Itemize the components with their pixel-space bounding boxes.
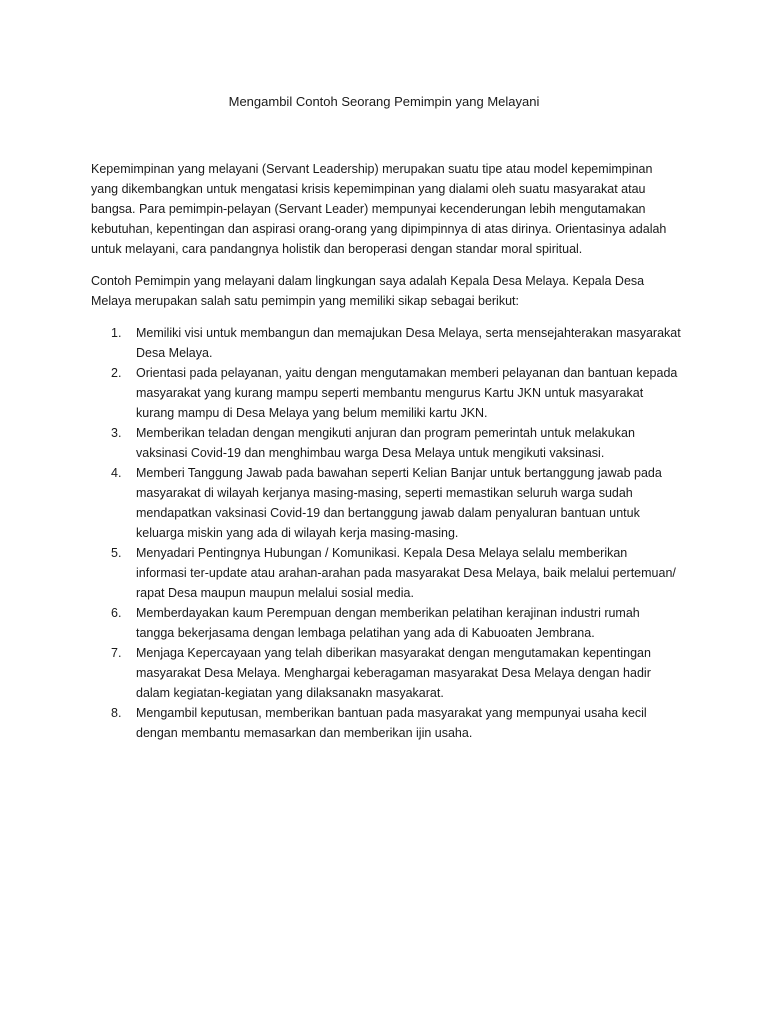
list-number: 8.: [111, 706, 122, 720]
list-item: [91, 363, 681, 423]
list-item: [91, 603, 681, 643]
list-number: 2.: [111, 366, 122, 380]
list-item: [91, 543, 681, 603]
example-paragraph: Contoh Pemimpin yang melayani dalam lingkungan saya adalah Kepala Desa Melaya. Kepala Desa Melaya merupakan salah satu pemimpin yang memiliki sikap sebagai berikut:: [91, 274, 645, 308]
list-item: [91, 643, 681, 703]
list-text: Menyadari Pentingnya Hubungan / Komunikasi. Kepala Desa Melaya selalu memberikan informasi ter-update atau arahan-arahan pada masyarakat Desa Melaya, baik melalui pertemuan/ rapat Desa maupun maupun melalui sosial media.: [136, 546, 676, 600]
list-number: 4.: [111, 466, 122, 480]
attitude-list: [91, 323, 681, 743]
document-body: [91, 159, 681, 743]
list-number: 6.: [111, 606, 122, 620]
list-item: [91, 463, 681, 543]
list-item: [91, 323, 681, 363]
list-item: [91, 703, 681, 743]
list-text: Memberi Tanggung Jawab pada bawahan seperti Kelian Banjar untuk bertanggung jawab pada masyarakat di wilayah kerjanya masing-masing, seperti memastikan seluruh warga sudah mendapatkan vaksinasi Covid-19 dan bertanggung jawab dalam penyaluran bantuan untuk keluarga miskin yang ada di wilayah kerja masing-masing.: [136, 466, 662, 540]
list-text: Orientasi pada pelayanan, yaitu dengan mengutamakan memberi pelayanan dan bantuan kepada masyarakat yang kurang mampu seperti membantu mengurus Kartu JKN untuk masyarakat kurang mampu di Desa Melaya yang belum memiliki kartu JKN.: [136, 366, 678, 420]
list-text: Memberikan teladan dengan mengikuti anjuran dan program pemerintah untuk melakukan vaksinasi Covid-19 dan menghimbau warga Desa Melaya untuk mengikuti vaksinasi.: [136, 426, 635, 460]
list-item: [91, 423, 681, 463]
document-title: Mengambil Contoh Seorang Pemimpin yang Melayani: [228, 94, 540, 109]
list-text: Menjaga Kepercayaan yang telah diberikan masyarakat dengan mengutamakan kepentingan masyarakat Desa Melaya. Menghargai keberagaman masyarakat Desa Melaya dengan hadir dalam kegiatan-kegiatan yang dilaksanakn masyakarat.: [136, 646, 651, 700]
list-text: Mengambil keputusan, memberikan bantuan pada masyarakat yang mempunyai usaha kecil dengan membantu memasarkan dan memberikan ijin usaha.: [136, 706, 647, 740]
list-text: Memiliki visi untuk membangun dan memajukan Desa Melaya, serta mensejahterakan masyarakat Desa Melaya.: [136, 326, 681, 360]
list-number: 5.: [111, 546, 122, 560]
intro-paragraph: Kepemimpinan yang melayani (Servant Leadership) merupakan suatu tipe atau model kepemimpinan yang dikembangkan untuk mengatasi krisis kepemimpinan yang dialami oleh suatu masyarakat atau bangsa. Para pemimpin-pelayan (Servant Leader) mempunyai kecenderungan lebih mengutamakan kebutuhan, kepentingan dan aspirasi orang-orang yang dipimpinnya di atas dirinya. Orientasinya adalah untuk melayani, cara pandangnya holistik dan beroperasi dengan standar moral spiritual.: [91, 162, 667, 256]
list-number: 3.: [111, 426, 122, 440]
list-text: Memberdayakan kaum Perempuan dengan memberikan pelatihan kerajinan industri rumah tangga bekerjasama dengan lembaga pelatihan yang ada di Kabuoaten Jembrana.: [136, 606, 640, 640]
list-number: 7.: [111, 646, 122, 660]
list-number: 1.: [111, 326, 122, 340]
